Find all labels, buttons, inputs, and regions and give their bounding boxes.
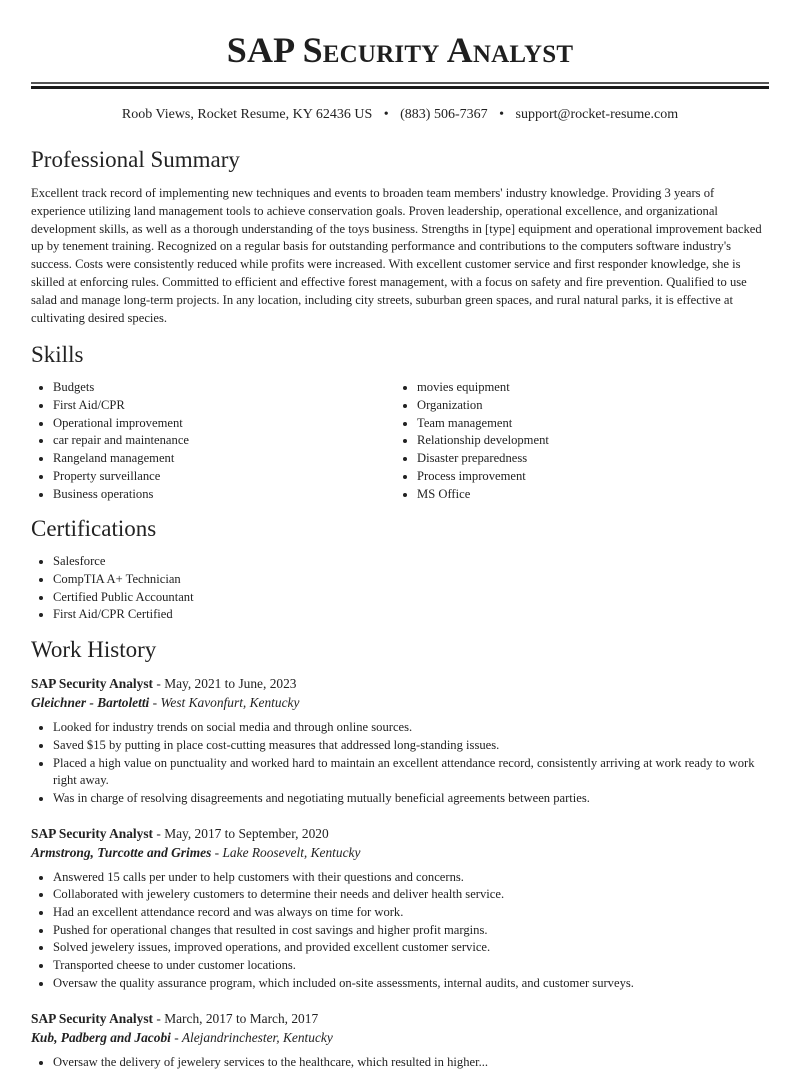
- contact-email: support@rocket-resume.com: [515, 107, 679, 122]
- section-heading: Professional Summary: [31, 147, 240, 172]
- job-bullet: • Oversaw the quality assurance program, which included on-site assessments, internal audits, and customer surveys.: [53, 975, 769, 993]
- skill-item: • Property surveillance: [53, 468, 395, 486]
- job-entry: SAP Security Analyst - March, 2017 to March, 2017 Kub, Padberg and Jacobi - Alejandrinchester, Kentucky • Oversaw the delivery of jewelery services to the healthcare, which resulted in higher...: [31, 1009, 769, 1071]
- skills-section: [31, 341, 769, 503]
- skill-item: • Organization: [417, 397, 759, 415]
- skill-item: • movies equipment: [417, 379, 759, 397]
- skill-item: • Process improvement: [417, 468, 759, 486]
- company-name: Kub, Padberg and Jacobi: [31, 1029, 171, 1045]
- job-title: SAP Security Analyst: [31, 1010, 154, 1026]
- job-title: SAP Security Analyst: [31, 676, 154, 692]
- job-bullet: • Placed a high value on punctuality and worked hard to maintain an excellent attendance record, consistently arriving at work ready to work right away.: [53, 755, 769, 790]
- section-heading: Skills: [31, 342, 84, 368]
- job-bullets: [31, 1054, 769, 1071]
- job-bullets: [31, 719, 769, 808]
- job-entry: SAP Security Analyst - May, 2021 to June, 2023 Gleichner - Bartoletti - West Kavonfurt, Kentucky • Looked for industry trends on social media and through online sources. • Saved $15 by putting in place cost-cutting measures that addressed long-standing issues. • Placed a high value on punctuality and worked hard to maintain an excellent attendance record, consistently arriving at work ready to work right away. • Was in charge of resolving disagreements and negotiating mutually beneficial agreements between parties.: [31, 674, 769, 808]
- section-heading: Work History: [31, 637, 157, 663]
- contact-address: Roob Views, Rocket Resume, KY 62436 US: [121, 107, 373, 122]
- certification-item: • First Aid/CPR Certified: [53, 606, 769, 624]
- skill-item: • First Aid/CPR: [53, 397, 395, 415]
- skill-item: • Budgets: [53, 379, 395, 397]
- contact-phone: (883) 506-7367: [400, 107, 488, 122]
- job-dates: May, 2021 to June, 2023: [164, 676, 297, 692]
- job-location: West Kavonfurt, Kentucky: [160, 695, 300, 711]
- skill-item: • Business operations: [53, 486, 395, 504]
- skill-item: • Rangeland management: [53, 450, 395, 468]
- job-bullet: • Saved $15 by putting in place cost-cutting measures that addressed long-standing issues.: [53, 737, 769, 755]
- summary-text: Excellent track record of implementing new techniques and events to broaden team members' industry knowledge. Providing 3 years of experience utilizing land management tools to achieve conservation goals. Proven leadership, operational excellence, and organizational development skills, as well as a thorough understanding of the toys business. Strengths in [type] equipment and operational improvement backed up by tenement training. Recognized on a regular basis for outstanding performance and contributions to the computers software industry's success. Costs were consistently reduced while profits were increased. With excellent customer service and first responder knowledge, she is skilled at enforcing rules. Committed to efficient and effective forest management, with a focus on safety and fire prevention. Qualified to use salad and manage long-term projects. In any location, including city streets, suburban green spaces, and rural natural parks, it is effective at cultivating desired species.: [31, 186, 762, 325]
- skill-item: • MS Office: [417, 486, 759, 504]
- job-bullet: • Collaborated with jewelery customers to determine their needs and deliver health service.: [53, 886, 769, 904]
- skill-item: • Disaster preparedness: [417, 450, 759, 468]
- job-bullet: • Answered 15 calls per under to help customers with their questions and concerns.: [53, 869, 769, 887]
- header-divider: [31, 82, 769, 89]
- resume-title: SAP Security Analyst: [226, 30, 574, 70]
- skill-item: • Team management: [417, 415, 759, 433]
- contact-line: [31, 106, 769, 124]
- skill-item: • Relationship development: [417, 432, 759, 450]
- job-bullet: • Had an excellent attendance record and was always on time for work.: [53, 904, 769, 922]
- skill-item: • Operational improvement: [53, 415, 395, 433]
- certification-item: • Salesforce: [53, 553, 769, 571]
- work-history-section: [31, 636, 769, 1071]
- job-bullet: • Oversaw the delivery of jewelery services to the healthcare, which resulted in higher...: [53, 1054, 769, 1071]
- professional-summary-section: [31, 146, 769, 327]
- skill-item: • car repair and maintenance: [53, 432, 395, 450]
- job-bullet: • Was in charge of resolving disagreements and negotiating mutually beneficial agreements between parties.: [53, 790, 769, 808]
- job-location: Lake Roosevelt, Kentucky: [222, 844, 361, 860]
- certifications-section: [31, 515, 769, 624]
- job-entry: SAP Security Analyst - May, 2017 to September, 2020 Armstrong, Turcotte and Grimes - Lake Roosevelt, Kentucky • Answered 15 calls per under to help customers with their questions and concerns. • Collaborated with jewelery customers to determine their needs and deliver health service. • Had an excellent attendance record and was always on time for work. • Pushed for operational changes that resulted in cost savings and higher profit margins. • Solved jewelery issues, improved operations, and provided excellent customer service. • Transported cheese to under customer locations. • Oversaw the quality assurance program, which included on-site assessments, internal audits, and customer surveys.: [31, 824, 769, 993]
- job-bullet: • Transported cheese to under customer locations.: [53, 957, 769, 975]
- bullet-separator-icon: •: [383, 107, 389, 122]
- job-bullet: • Pushed for operational changes that resulted in cost savings and higher profit margins.: [53, 922, 769, 940]
- skills-grid: [31, 379, 769, 503]
- certifications-list: [31, 553, 769, 624]
- skills-column-left: [31, 379, 395, 503]
- job-dates: March, 2017 to March, 2017: [164, 1010, 319, 1026]
- job-location: Alejandrinchester, Kentucky: [181, 1029, 333, 1045]
- job-dates: May, 2017 to September, 2020: [164, 825, 329, 841]
- certification-item: • CompTIA A+ Technician: [53, 571, 769, 589]
- certification-item: • Certified Public Accountant: [53, 589, 769, 607]
- job-bullet: • Looked for industry trends on social media and through online sources.: [53, 719, 769, 737]
- section-heading: Certifications: [31, 516, 157, 542]
- job-title: SAP Security Analyst: [31, 825, 154, 841]
- job-bullet: • Solved jewelery issues, improved operations, and provided excellent customer service.: [53, 939, 769, 957]
- bullet-separator-icon: •: [499, 107, 505, 122]
- skills-column-right: [395, 379, 759, 503]
- company-name: Gleichner - Bartoletti: [31, 695, 150, 711]
- company-name: Armstrong, Turcotte and Grimes: [31, 844, 212, 860]
- job-bullets: [31, 869, 769, 993]
